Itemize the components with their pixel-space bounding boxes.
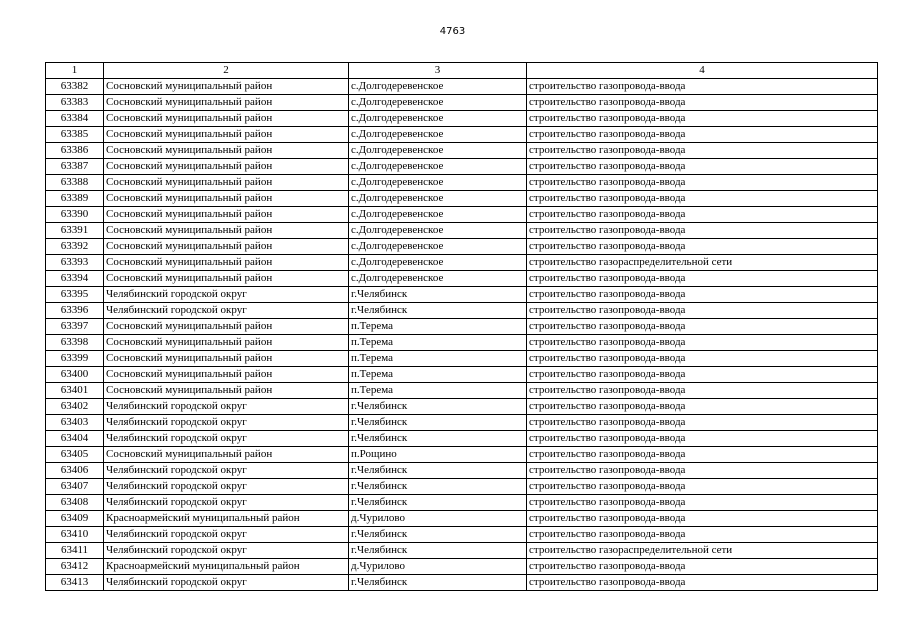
record-number-cell: 63392 (46, 239, 104, 255)
work-type-cell: строительство газопровода-ввода (527, 479, 878, 495)
settlement-cell: г.Челябинск (349, 463, 527, 479)
table-row (46, 367, 878, 383)
settlement-cell: п.Терема (349, 383, 527, 399)
settlement-cell: д.Чурилово (349, 559, 527, 575)
settlement-cell: г.Челябинск (349, 495, 527, 511)
record-number-cell: 63389 (46, 191, 104, 207)
work-type-cell: строительство газопровода-ввода (527, 463, 878, 479)
record-number-cell: 63395 (46, 287, 104, 303)
table-row (46, 175, 878, 191)
settlement-cell: г.Челябинск (349, 527, 527, 543)
work-type-cell: строительство газопровода-ввода (527, 223, 878, 239)
table-row (46, 239, 878, 255)
municipality-cell: Сосновский муниципальный район (104, 191, 349, 207)
settlement-cell: с.Долгодеревенское (349, 127, 527, 143)
settlement-cell: с.Долгодеревенское (349, 191, 527, 207)
work-type-cell: строительство газопровода-ввода (527, 79, 878, 95)
settlement-cell: г.Челябинск (349, 415, 527, 431)
record-number-cell: 63412 (46, 559, 104, 575)
settlement-cell: с.Долгодеревенское (349, 95, 527, 111)
settlement-cell: п.Терема (349, 351, 527, 367)
work-type-cell: строительство газораспределительной сети (527, 255, 878, 271)
municipality-cell: Сосновский муниципальный район (104, 239, 349, 255)
table-row (46, 511, 878, 527)
work-type-cell: строительство газопровода-ввода (527, 303, 878, 319)
municipality-cell: Сосновский муниципальный район (104, 95, 349, 111)
record-number-cell: 63397 (46, 319, 104, 335)
table-row (46, 79, 878, 95)
table-row (46, 271, 878, 287)
record-number-cell: 63411 (46, 543, 104, 559)
municipality-cell: Сосновский муниципальный район (104, 175, 349, 191)
record-number-cell: 63394 (46, 271, 104, 287)
record-number-cell: 63399 (46, 351, 104, 367)
work-type-cell: строительство газопровода-ввода (527, 335, 878, 351)
table-body (46, 79, 878, 591)
work-type-cell: строительство газопровода-ввода (527, 431, 878, 447)
work-type-cell: строительство газопровода-ввода (527, 527, 878, 543)
column-header-4: 4 (527, 63, 878, 79)
record-number-cell: 63401 (46, 383, 104, 399)
municipality-cell: Челябинский городской округ (104, 287, 349, 303)
settlement-cell: с.Долгодеревенское (349, 111, 527, 127)
work-type-cell: строительство газопровода-ввода (527, 383, 878, 399)
municipality-cell: Сосновский муниципальный район (104, 255, 349, 271)
table-row (46, 303, 878, 319)
settlement-cell: с.Долгодеревенское (349, 271, 527, 287)
municipality-cell: Челябинский городской округ (104, 479, 349, 495)
settlement-cell: с.Долгодеревенское (349, 175, 527, 191)
work-type-cell: строительство газопровода-ввода (527, 559, 878, 575)
work-type-cell: строительство газопровода-ввода (527, 191, 878, 207)
work-type-cell: строительство газопровода-ввода (527, 367, 878, 383)
work-type-cell: строительство газопровода-ввода (527, 175, 878, 191)
municipality-cell: Сосновский муниципальный район (104, 143, 349, 159)
settlement-cell: д.Чурилово (349, 511, 527, 527)
work-type-cell: строительство газопровода-ввода (527, 207, 878, 223)
table-row (46, 127, 878, 143)
record-number-cell: 63393 (46, 255, 104, 271)
record-number-cell: 63406 (46, 463, 104, 479)
table-row (46, 399, 878, 415)
settlement-cell: с.Долгодеревенское (349, 223, 527, 239)
table-row (46, 191, 878, 207)
table-row (46, 447, 878, 463)
settlement-cell: с.Долгодеревенское (349, 239, 527, 255)
record-number-cell: 63402 (46, 399, 104, 415)
record-number-cell: 63382 (46, 79, 104, 95)
municipality-cell: Челябинский городской округ (104, 495, 349, 511)
table-row (46, 559, 878, 575)
work-type-cell: строительство газопровода-ввода (527, 319, 878, 335)
table-row (46, 255, 878, 271)
municipality-cell: Красноармейский муниципальный район (104, 559, 349, 575)
settlement-cell: п.Терема (349, 335, 527, 351)
work-type-cell: строительство газораспределительной сети (527, 543, 878, 559)
municipality-cell: Сосновский муниципальный район (104, 319, 349, 335)
table-row (46, 415, 878, 431)
record-number-cell: 63388 (46, 175, 104, 191)
municipality-cell: Сосновский муниципальный район (104, 223, 349, 239)
record-number-cell: 63403 (46, 415, 104, 431)
work-type-cell: строительство газопровода-ввода (527, 239, 878, 255)
table-row (46, 463, 878, 479)
table-row (46, 543, 878, 559)
municipality-cell: Сосновский муниципальный район (104, 351, 349, 367)
work-type-cell: строительство газопровода-ввода (527, 287, 878, 303)
municipality-cell: Челябинский городской округ (104, 399, 349, 415)
municipality-cell: Сосновский муниципальный район (104, 207, 349, 223)
table-row (46, 143, 878, 159)
table-row (46, 207, 878, 223)
table-row (46, 383, 878, 399)
work-type-cell: строительство газопровода-ввода (527, 447, 878, 463)
work-type-cell: строительство газопровода-ввода (527, 495, 878, 511)
settlement-cell: п.Терема (349, 367, 527, 383)
record-number-cell: 63408 (46, 495, 104, 511)
municipality-cell: Сосновский муниципальный район (104, 447, 349, 463)
settlement-cell: п.Рощино (349, 447, 527, 463)
settlement-cell: г.Челябинск (349, 479, 527, 495)
table-row (46, 351, 878, 367)
municipality-cell: Сосновский муниципальный район (104, 335, 349, 351)
municipality-cell: Челябинский городской округ (104, 463, 349, 479)
column-header-1: 1 (46, 63, 104, 79)
work-type-cell: строительство газопровода-ввода (527, 415, 878, 431)
municipality-cell: Челябинский городской округ (104, 303, 349, 319)
municipality-cell: Сосновский муниципальный район (104, 383, 349, 399)
settlement-cell: г.Челябинск (349, 287, 527, 303)
municipality-cell: Сосновский муниципальный район (104, 111, 349, 127)
settlement-cell: г.Челябинск (349, 303, 527, 319)
work-type-cell: строительство газопровода-ввода (527, 351, 878, 367)
record-number-cell: 63409 (46, 511, 104, 527)
registry-table (45, 62, 878, 591)
municipality-cell: Сосновский муниципальный район (104, 367, 349, 383)
table-row (46, 527, 878, 543)
column-header-3: 3 (349, 63, 527, 79)
table-row (46, 159, 878, 175)
record-number-cell: 63391 (46, 223, 104, 239)
municipality-cell: Сосновский муниципальный район (104, 159, 349, 175)
page-number: 4763 (439, 26, 466, 37)
municipality-cell: Челябинский городской округ (104, 575, 349, 591)
table-row (46, 479, 878, 495)
settlement-cell: с.Долгодеревенское (349, 255, 527, 271)
record-number-cell: 63398 (46, 335, 104, 351)
table-row (46, 431, 878, 447)
record-number-cell: 63410 (46, 527, 104, 543)
work-type-cell: строительство газопровода-ввода (527, 143, 878, 159)
table-row (46, 319, 878, 335)
work-type-cell: строительство газопровода-ввода (527, 511, 878, 527)
work-type-cell: строительство газопровода-ввода (527, 95, 878, 111)
table-row (46, 575, 878, 591)
record-number-cell: 63400 (46, 367, 104, 383)
work-type-cell: строительство газопровода-ввода (527, 399, 878, 415)
record-number-cell: 63387 (46, 159, 104, 175)
record-number-cell: 63396 (46, 303, 104, 319)
settlement-cell: с.Долгодеревенское (349, 159, 527, 175)
work-type-cell: строительство газопровода-ввода (527, 575, 878, 591)
settlement-cell: с.Долгодеревенское (349, 207, 527, 223)
municipality-cell: Сосновский муниципальный район (104, 79, 349, 95)
work-type-cell: строительство газопровода-ввода (527, 127, 878, 143)
municipality-cell: Челябинский городской округ (104, 415, 349, 431)
record-number-cell: 63386 (46, 143, 104, 159)
municipality-cell: Сосновский муниципальный район (104, 127, 349, 143)
table-row (46, 111, 878, 127)
record-number-cell: 63405 (46, 447, 104, 463)
municipality-cell: Красноармейский муниципальный район (104, 511, 349, 527)
municipality-cell: Сосновский муниципальный район (104, 271, 349, 287)
table-row (46, 95, 878, 111)
record-number-cell: 63385 (46, 127, 104, 143)
municipality-cell: Челябинский городской округ (104, 543, 349, 559)
settlement-cell: г.Челябинск (349, 543, 527, 559)
settlement-cell: г.Челябинск (349, 575, 527, 591)
record-number-cell: 63384 (46, 111, 104, 127)
settlement-cell: п.Терема (349, 319, 527, 335)
settlement-cell: с.Долгодеревенское (349, 79, 527, 95)
municipality-cell: Челябинский городской округ (104, 431, 349, 447)
record-number-cell: 63404 (46, 431, 104, 447)
table-row (46, 335, 878, 351)
settlement-cell: г.Челябинск (349, 431, 527, 447)
settlement-cell: г.Челябинск (349, 399, 527, 415)
table-header-row (46, 63, 878, 79)
column-header-2: 2 (104, 63, 349, 79)
table-row (46, 223, 878, 239)
record-number-cell: 63390 (46, 207, 104, 223)
record-number-cell: 63407 (46, 479, 104, 495)
record-number-cell: 63383 (46, 95, 104, 111)
work-type-cell: строительство газопровода-ввода (527, 111, 878, 127)
settlement-cell: с.Долгодеревенское (349, 143, 527, 159)
table-row (46, 287, 878, 303)
work-type-cell: строительство газопровода-ввода (527, 271, 878, 287)
municipality-cell: Челябинский городской округ (104, 527, 349, 543)
record-number-cell: 63413 (46, 575, 104, 591)
work-type-cell: строительство газопровода-ввода (527, 159, 878, 175)
table-row (46, 495, 878, 511)
